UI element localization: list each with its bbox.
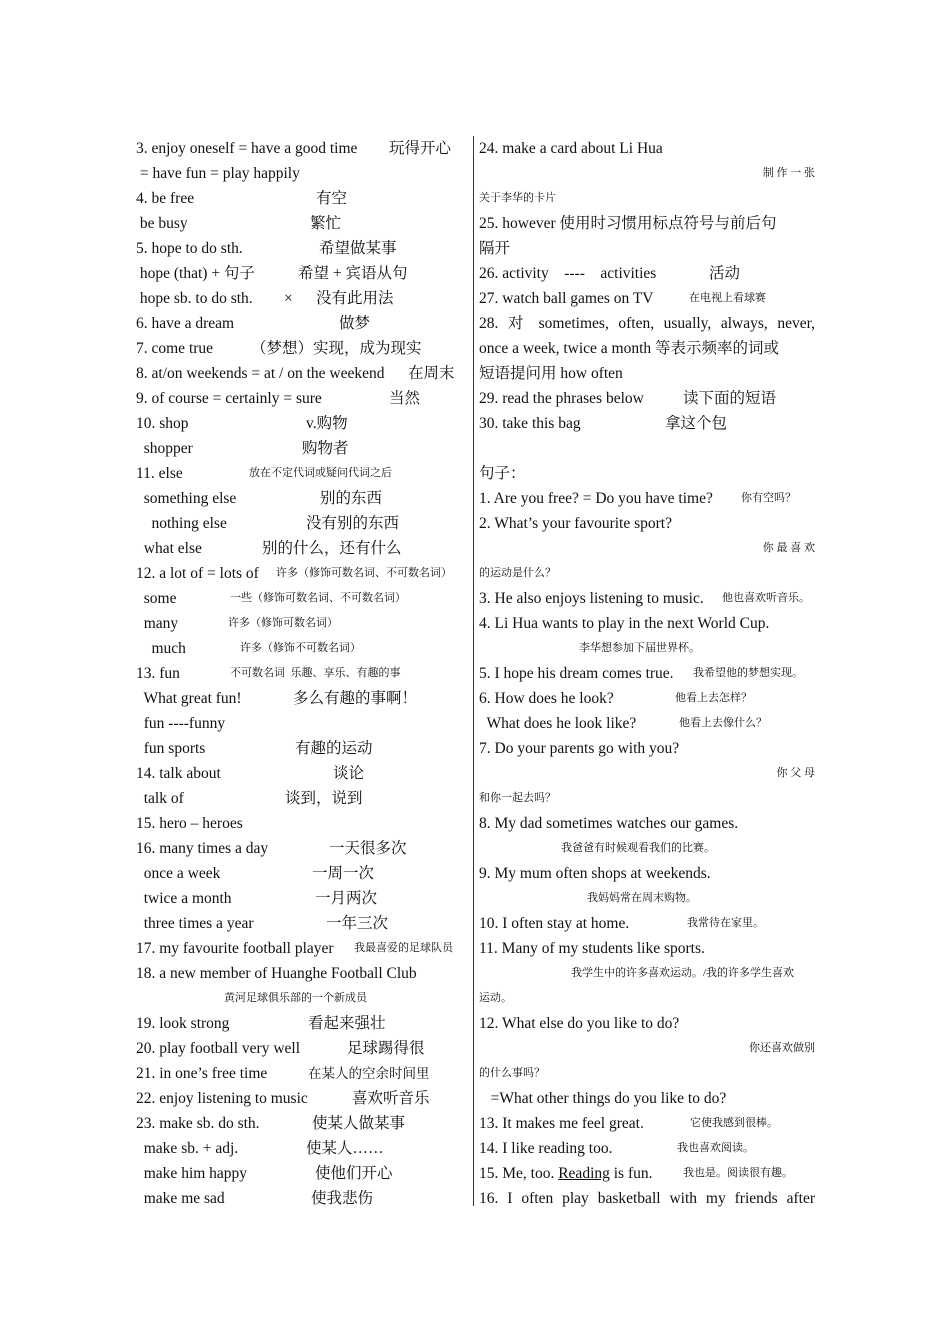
vocab-chinese: 谈论 bbox=[333, 765, 365, 782]
vocab-chinese: 繁忙 bbox=[310, 215, 342, 232]
vocab-english: make sb. + adj. bbox=[136, 1140, 239, 1157]
text-line bbox=[479, 286, 815, 311]
vocab-english: nothing else bbox=[136, 515, 227, 532]
translation-text: 我爸爸有时候观看我们的比赛。 bbox=[561, 842, 715, 854]
underlined-word: Reading bbox=[558, 1165, 610, 1182]
text-line bbox=[479, 211, 815, 236]
vocab-line bbox=[136, 461, 468, 486]
vocab-english: hope (that) + 句子 bbox=[136, 265, 255, 282]
vocab-chinese: 一月两次 bbox=[315, 890, 378, 907]
vocab-chinese: 多么有趣的事啊！ bbox=[293, 690, 418, 707]
sentence-chinese: 他也喜欢听音乐。 bbox=[722, 592, 810, 604]
vocab-english: make me sad bbox=[136, 1190, 225, 1207]
vocab-line bbox=[136, 811, 468, 836]
vocab-line bbox=[136, 536, 468, 561]
vocab-line bbox=[136, 736, 468, 761]
vocab-line bbox=[136, 686, 468, 711]
vocab-chinese: 我最喜爱的足球队员 bbox=[354, 942, 453, 954]
vocab-chinese: 别的什么，还有什么 bbox=[262, 540, 402, 557]
vocab-english: 9. of course = certainly = sure bbox=[136, 390, 322, 407]
vocab-line bbox=[136, 161, 468, 186]
sentence-part: is fun. bbox=[609, 1165, 653, 1182]
vocab-line bbox=[136, 411, 468, 436]
vocab-english: once a week bbox=[136, 865, 221, 882]
vocab-english: 22. enjoy listening to music bbox=[136, 1090, 308, 1107]
text-line bbox=[479, 536, 815, 561]
translation-text: 的什么事吗？ bbox=[479, 1067, 545, 1079]
vocab-english: something else bbox=[136, 490, 237, 507]
left-column bbox=[136, 136, 468, 1211]
text-line bbox=[479, 1186, 815, 1211]
vocab-chinese: 没有别的东西 bbox=[306, 515, 400, 532]
vocab-line bbox=[136, 186, 468, 211]
column-divider bbox=[473, 136, 474, 1206]
vocab-chinese: 使某人做某事 bbox=[312, 1115, 406, 1132]
vocab-line bbox=[136, 1011, 468, 1036]
translation-text: 制 作 一 张 bbox=[762, 167, 815, 179]
vocab-line bbox=[136, 311, 468, 336]
text-content: 28. 对 sometimes, often, usually, always, never, bbox=[479, 315, 815, 332]
vocab-english: 6. have a dream bbox=[136, 315, 235, 332]
sentence-english: 6. How does he look? bbox=[479, 690, 614, 707]
vocab-chinese: 黄河足球俱乐部的一个新成员 bbox=[224, 992, 367, 1004]
sentence-chinese: 他看上去像什么？ bbox=[679, 717, 767, 729]
vocab-chinese: 喜欢听音乐 bbox=[352, 1090, 430, 1107]
text-content: 隔开 bbox=[479, 240, 511, 257]
vocab-chinese: （梦想）实现，成为现实 bbox=[251, 340, 422, 357]
text-content: 短语提问用 how often bbox=[479, 365, 623, 382]
vocab-chinese: 许多（修饰可数名词、不可数名词） bbox=[276, 567, 452, 579]
vocab-chinese: 玩得开心 bbox=[389, 140, 452, 157]
text-line bbox=[479, 186, 815, 211]
vocab-chinese: 希望 + 宾语从句 bbox=[298, 265, 408, 282]
vocab-line bbox=[136, 211, 468, 236]
vocab-english: be busy bbox=[136, 215, 188, 232]
right-column bbox=[479, 136, 815, 1211]
vocab-line bbox=[136, 1186, 468, 1211]
vocab-chinese: 一天很多次 bbox=[329, 840, 407, 857]
sentence-chinese: 我常待在家里。 bbox=[687, 917, 764, 929]
text-line bbox=[479, 411, 815, 436]
vocab-chinese: 不可数名词 乐趣、享乐、有趣的事 bbox=[230, 667, 401, 679]
text-line bbox=[479, 1111, 815, 1136]
translation-text: 李华想参加下届世界杯。 bbox=[579, 642, 700, 654]
vocab-line bbox=[136, 636, 468, 661]
translation-text: 我妈妈常在周末购物。 bbox=[587, 892, 697, 904]
vocab-line bbox=[136, 236, 468, 261]
vocab-line bbox=[136, 861, 468, 886]
text-content: once a week, twice a month 等表示频率的词或 bbox=[479, 340, 780, 357]
text-line bbox=[479, 386, 815, 411]
sentence-chinese: 他看上去怎样？ bbox=[675, 692, 752, 704]
text-content: 7. Do your parents go with you? bbox=[479, 740, 680, 757]
text-line bbox=[479, 461, 815, 486]
translation-text: 的运动是什么？ bbox=[479, 567, 556, 579]
vocab-chinese: 许多（修饰可数名词） bbox=[228, 617, 338, 629]
text-line bbox=[479, 1136, 815, 1161]
text-content: 4. Li Hua wants to play in the next World Cup. bbox=[479, 615, 770, 632]
vocab-english: 4. be free bbox=[136, 190, 195, 207]
sentence-english: 24. make a card about Li Hua bbox=[479, 140, 663, 157]
vocab-chinese: 一年三次 bbox=[326, 915, 389, 932]
text-line bbox=[479, 236, 815, 261]
text-content: 16. I often play basketball with my friends after bbox=[479, 1190, 815, 1207]
sentence-part: 15. Me, too. bbox=[479, 1165, 559, 1182]
text-line bbox=[479, 161, 815, 186]
vocab-english: 10. shop bbox=[136, 415, 189, 432]
vocab-english: = have fun = play happily bbox=[136, 165, 300, 182]
vocab-line bbox=[136, 261, 468, 286]
vocab-chinese: 使他们开心 bbox=[315, 1165, 393, 1182]
vocab-line bbox=[136, 1136, 468, 1161]
vocab-english: 15. hero – heroes bbox=[136, 815, 243, 832]
sentence-chinese: 我也是。阅读很有趣。 bbox=[683, 1167, 793, 1179]
vocab-english: 23. make sb. do sth. bbox=[136, 1115, 260, 1132]
text-line bbox=[479, 686, 815, 711]
vocab-chinese: 在某人的空余时间里 bbox=[308, 1066, 430, 1081]
vocab-line bbox=[136, 1086, 468, 1111]
vocab-line bbox=[136, 1061, 468, 1086]
vocab-chinese: 做梦 bbox=[339, 315, 371, 332]
vocab-chinese: 一周一次 bbox=[312, 865, 375, 882]
text-line bbox=[479, 911, 815, 936]
text-line bbox=[479, 1061, 815, 1086]
vocab-english: 20. play football very well bbox=[136, 1040, 300, 1057]
text-content: 9. My mum often shops at weekends. bbox=[479, 865, 711, 882]
vocab-chinese: 谈到，说到 bbox=[285, 790, 363, 807]
vocab-english: much bbox=[136, 640, 186, 657]
vocab-english: fun sports bbox=[136, 740, 206, 757]
sentence-english bbox=[479, 1161, 653, 1186]
text-line bbox=[479, 886, 815, 911]
text-line bbox=[479, 961, 815, 986]
sentence-english: 13. It makes me feel great. bbox=[479, 1115, 644, 1132]
text-content: 12. What else do you like to do? bbox=[479, 1015, 680, 1032]
vocab-line bbox=[136, 836, 468, 861]
vocab-chinese: 有趣的运动 bbox=[295, 740, 373, 757]
sentence-english: 27. watch ball games on TV bbox=[479, 290, 654, 307]
text-content: 句子： bbox=[479, 465, 526, 482]
sentence-chinese: 在电视上看球赛 bbox=[689, 292, 766, 304]
vocab-line bbox=[136, 986, 468, 1011]
translation-text: 运动。 bbox=[479, 992, 512, 1004]
vocab-chinese: 购物者 bbox=[302, 440, 349, 457]
vocab-chinese: 在周末 bbox=[408, 365, 455, 382]
vocab-english: twice a month bbox=[136, 890, 232, 907]
vocab-english: some bbox=[136, 590, 177, 607]
text-content: =What other things do you like to do? bbox=[479, 1090, 727, 1107]
text-content: 11. Many of my students like sports. bbox=[479, 940, 705, 957]
sentence-english: 3. He also enjoys listening to music. bbox=[479, 590, 704, 607]
text-line bbox=[479, 636, 815, 661]
vocab-chinese: 使我悲伤 bbox=[311, 1190, 374, 1207]
vocab-line bbox=[136, 561, 468, 586]
vocab-english: what else bbox=[136, 540, 202, 557]
vocab-line bbox=[136, 661, 468, 686]
text-line bbox=[479, 511, 815, 536]
vocab-english: What great fun! bbox=[136, 690, 242, 707]
translation-text: 我学生中的许多喜欢运动。/我的许多学生喜欢 bbox=[571, 967, 795, 979]
vocab-line bbox=[136, 761, 468, 786]
vocab-chinese: 放在不定代词或疑问代词之后 bbox=[249, 467, 392, 479]
text-line bbox=[479, 361, 815, 386]
vocab-line bbox=[136, 1161, 468, 1186]
sentence-english: 5. I hope his dream comes true. bbox=[479, 665, 674, 682]
text-line bbox=[479, 811, 815, 836]
vocab-english: shopper bbox=[136, 440, 193, 457]
vocab-english: 17. my favourite football player bbox=[136, 940, 334, 957]
vocab-english: 8. at/on weekends = at / on the weekend bbox=[136, 365, 385, 382]
translation-text: 你还喜欢做别 bbox=[749, 1042, 815, 1054]
translation-text: 你 父 母 bbox=[776, 767, 815, 779]
text-line bbox=[479, 986, 815, 1011]
vocab-line bbox=[136, 486, 468, 511]
vocab-chinese: 使某人…… bbox=[306, 1140, 384, 1157]
vocab-chinese: 希望做某事 bbox=[319, 240, 397, 257]
vocab-english: 14. talk about bbox=[136, 765, 221, 782]
vocab-line bbox=[136, 786, 468, 811]
vocab-line bbox=[136, 936, 468, 961]
vocab-english: 13. fun bbox=[136, 665, 180, 682]
vocab-english: 16. many times a day bbox=[136, 840, 269, 857]
text-line bbox=[479, 261, 815, 286]
vocab-line bbox=[136, 361, 468, 386]
text-line bbox=[479, 736, 815, 761]
vocab-line bbox=[136, 336, 468, 361]
vocab-line bbox=[136, 1036, 468, 1061]
translation-text: 你 最 喜 欢 bbox=[762, 542, 815, 554]
vocab-english: make him happy bbox=[136, 1165, 248, 1182]
text-line bbox=[479, 136, 815, 161]
vocab-chinese: 许多（修饰不可数名词） bbox=[240, 642, 361, 654]
sentence-chinese: 我也喜欢阅读。 bbox=[677, 1142, 754, 1154]
text-line bbox=[479, 661, 815, 686]
text-line bbox=[479, 336, 815, 361]
text-line bbox=[479, 761, 815, 786]
vocab-english: 3. enjoy oneself = have a good time bbox=[136, 140, 358, 157]
vocab-english: 21. in one’s free time bbox=[136, 1065, 268, 1082]
text-line bbox=[479, 611, 815, 636]
vocab-english: hope sb. to do sth. bbox=[136, 290, 253, 307]
vocab-chinese: 一些（修饰可数名词、不可数名词） bbox=[230, 592, 406, 604]
sentence-chinese: 我希望他的梦想实现。 bbox=[693, 667, 803, 679]
text-content: 2. What’s your favourite sport? bbox=[479, 515, 672, 532]
sentence-english: 14. I like reading too. bbox=[479, 1140, 613, 1157]
translation-text: 和你一起去吗？ bbox=[479, 792, 556, 804]
text-line bbox=[479, 311, 815, 336]
vocab-chinese: v.购物 bbox=[306, 415, 348, 432]
vocab-english: 7. come true bbox=[136, 340, 214, 357]
vocab-english: many bbox=[136, 615, 179, 632]
vocab-line bbox=[136, 911, 468, 936]
sentence-chinese: 拿这个包 bbox=[665, 415, 728, 432]
sentence-chinese: 读下面的短语 bbox=[683, 390, 777, 407]
sentence-english: 29. read the phrases below bbox=[479, 390, 644, 407]
sentence-english: 26. activity ---- activities bbox=[479, 265, 657, 282]
text-line bbox=[479, 486, 815, 511]
text-content: 25. however 使用时习惯用标点符号与前后句 bbox=[479, 215, 777, 232]
vocab-english: 12. a lot of = lots of bbox=[136, 565, 259, 582]
vocab-chinese: 当然 bbox=[389, 390, 421, 407]
text-content: 8. My dad sometimes watches our games. bbox=[479, 815, 739, 832]
vocab-english: fun ----funny bbox=[136, 715, 226, 732]
text-line bbox=[479, 711, 815, 736]
vocab-chinese: × 没有此用法 bbox=[284, 290, 394, 307]
sentence-chinese: 你有空吗？ bbox=[741, 492, 796, 504]
vocab-line bbox=[136, 136, 468, 161]
text-line bbox=[479, 586, 815, 611]
vocab-english: 18. a new member of Huanghe Football Club bbox=[136, 965, 417, 982]
vocab-english: 5. hope to do sth. bbox=[136, 240, 243, 257]
sentence-english: 1. Are you free? = Do you have time? bbox=[479, 490, 713, 507]
vocab-line bbox=[136, 1111, 468, 1136]
text-line bbox=[479, 936, 815, 961]
text-line bbox=[479, 786, 815, 811]
sentence-chinese: 它使我感到很棒。 bbox=[690, 1117, 778, 1129]
sentence-chinese: 活动 bbox=[709, 265, 741, 282]
text-line bbox=[479, 1086, 815, 1111]
sentence-english: 10. I often stay at home. bbox=[479, 915, 630, 932]
vocab-line bbox=[136, 611, 468, 636]
text-line bbox=[479, 561, 815, 586]
vocab-line bbox=[136, 286, 468, 311]
text-line bbox=[479, 836, 815, 861]
vocab-line bbox=[136, 386, 468, 411]
text-line bbox=[479, 436, 815, 461]
vocab-line bbox=[136, 436, 468, 461]
sentence-english: 30. take this bag bbox=[479, 415, 581, 432]
vocab-chinese: 足球踢得很 bbox=[347, 1040, 425, 1057]
text-line bbox=[479, 1011, 815, 1036]
sentence-english: What does he look like? bbox=[479, 715, 637, 732]
vocab-english: talk of bbox=[136, 790, 184, 807]
vocab-line bbox=[136, 961, 468, 986]
vocab-line bbox=[136, 511, 468, 536]
text-line bbox=[479, 861, 815, 886]
vocab-chinese: 别的东西 bbox=[320, 490, 383, 507]
vocab-english: 19. look strong bbox=[136, 1015, 230, 1032]
vocab-line bbox=[136, 886, 468, 911]
vocab-chinese: 看起来强壮 bbox=[308, 1015, 386, 1032]
vocab-chinese: 有空 bbox=[316, 190, 348, 207]
translation-text: 关于李华的卡片 bbox=[479, 192, 556, 204]
vocab-line bbox=[136, 711, 468, 736]
vocab-english: three times a year bbox=[136, 915, 254, 932]
text-line bbox=[479, 1036, 815, 1061]
text-line bbox=[479, 1161, 815, 1186]
vocab-english: 11. else bbox=[136, 465, 183, 482]
vocab-line bbox=[136, 586, 468, 611]
